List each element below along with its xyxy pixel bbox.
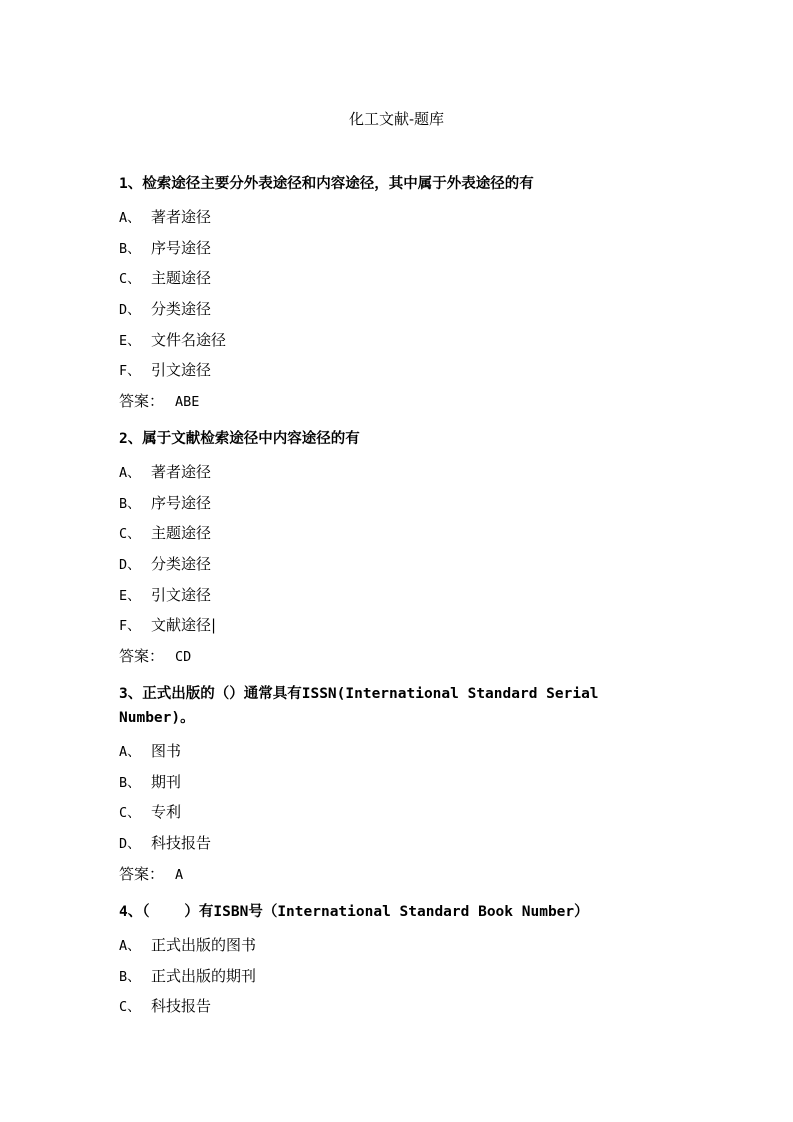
option-c [119, 991, 679, 1022]
option-e [119, 580, 679, 611]
option-letter: A、 [119, 210, 141, 226]
option-text: 专利 [151, 803, 182, 822]
question-2 [119, 427, 679, 672]
document-title: 化工文献-题库 [348, 110, 445, 128]
option-d [119, 828, 619, 859]
answer-value: ABE [175, 394, 200, 411]
option-letter: C、 [119, 526, 141, 543]
question-1 [119, 172, 679, 417]
option-a [119, 457, 679, 488]
option-letter: C、 [119, 805, 141, 822]
option-d [119, 549, 679, 580]
question-text: 3、正式出版的（）通常具有ISSN(International Standard Serial Number)。 [119, 686, 608, 726]
option-letter: B、 [119, 774, 141, 791]
option-b [119, 961, 679, 992]
option-text: 分类途径 [151, 300, 212, 319]
question-text: 4、（ ）有ISBN号（International Standard Book Number） [119, 904, 589, 920]
answer-line [119, 859, 619, 890]
answer-label: 答案： [119, 647, 165, 666]
option-f [119, 355, 679, 386]
option-letter: F、 [119, 618, 141, 635]
option-f [119, 610, 679, 641]
option-text: 著者途径 [151, 208, 212, 226]
option-text: 主题途径 [151, 524, 212, 543]
option-text: 分类途径 [151, 555, 212, 574]
option-letter: D、 [119, 302, 141, 319]
option-text: 正式出版的图书 [151, 936, 257, 954]
option-c [119, 263, 679, 294]
option-text: 主题途径 [151, 269, 212, 288]
option-b [119, 233, 679, 264]
option-letter: D、 [119, 557, 141, 574]
option-text: 科技报告 [151, 834, 212, 853]
option-text: 序号途径 [151, 493, 212, 512]
answer-label: 答案： [119, 864, 165, 883]
option-a [119, 736, 619, 767]
answer-value: CD [175, 649, 192, 666]
option-letter: D、 [119, 836, 141, 853]
option-letter: A、 [119, 744, 141, 760]
option-e [119, 325, 679, 356]
option-letter: E、 [119, 587, 141, 604]
answer-value: A [175, 866, 184, 883]
option-text: 引文途径 [151, 361, 212, 380]
option-letter: C、 [119, 271, 141, 288]
question-3 [119, 682, 619, 889]
option-letter: A、 [119, 465, 141, 481]
option-letter: A、 [119, 938, 141, 954]
option-text: 引文途径 [151, 585, 212, 604]
answer-line [119, 386, 679, 417]
answer-label: 答案： [119, 392, 165, 411]
option-b [119, 488, 679, 519]
option-letter: B、 [119, 240, 141, 257]
option-text: 著者途径 [151, 463, 212, 481]
option-c [119, 518, 679, 549]
option-text: 科技报告 [151, 997, 212, 1016]
option-letter: F、 [119, 363, 141, 380]
option-c [119, 797, 619, 828]
option-text: 文件名途径 [151, 330, 227, 349]
option-b [119, 767, 619, 798]
option-text: 文献途径| [151, 616, 217, 635]
option-letter: E、 [119, 332, 141, 349]
option-d [119, 294, 679, 325]
question-4 [119, 900, 679, 1022]
question-text: 1、检索途径主要分外表途径和内容途径，其中属于外表途径的有 [119, 176, 534, 192]
option-letter: B、 [119, 968, 141, 985]
answer-line [119, 641, 679, 672]
option-text: 正式出版的期刊 [151, 966, 257, 985]
option-text: 图书 [151, 742, 182, 760]
option-letter: C、 [119, 999, 141, 1016]
question-text: 2、属于文献检索途径中内容途径的有 [119, 431, 360, 447]
option-text: 期刊 [151, 772, 182, 791]
option-a [119, 202, 679, 233]
option-text: 序号途径 [151, 238, 212, 257]
option-a [119, 930, 679, 961]
option-letter: B、 [119, 495, 141, 512]
